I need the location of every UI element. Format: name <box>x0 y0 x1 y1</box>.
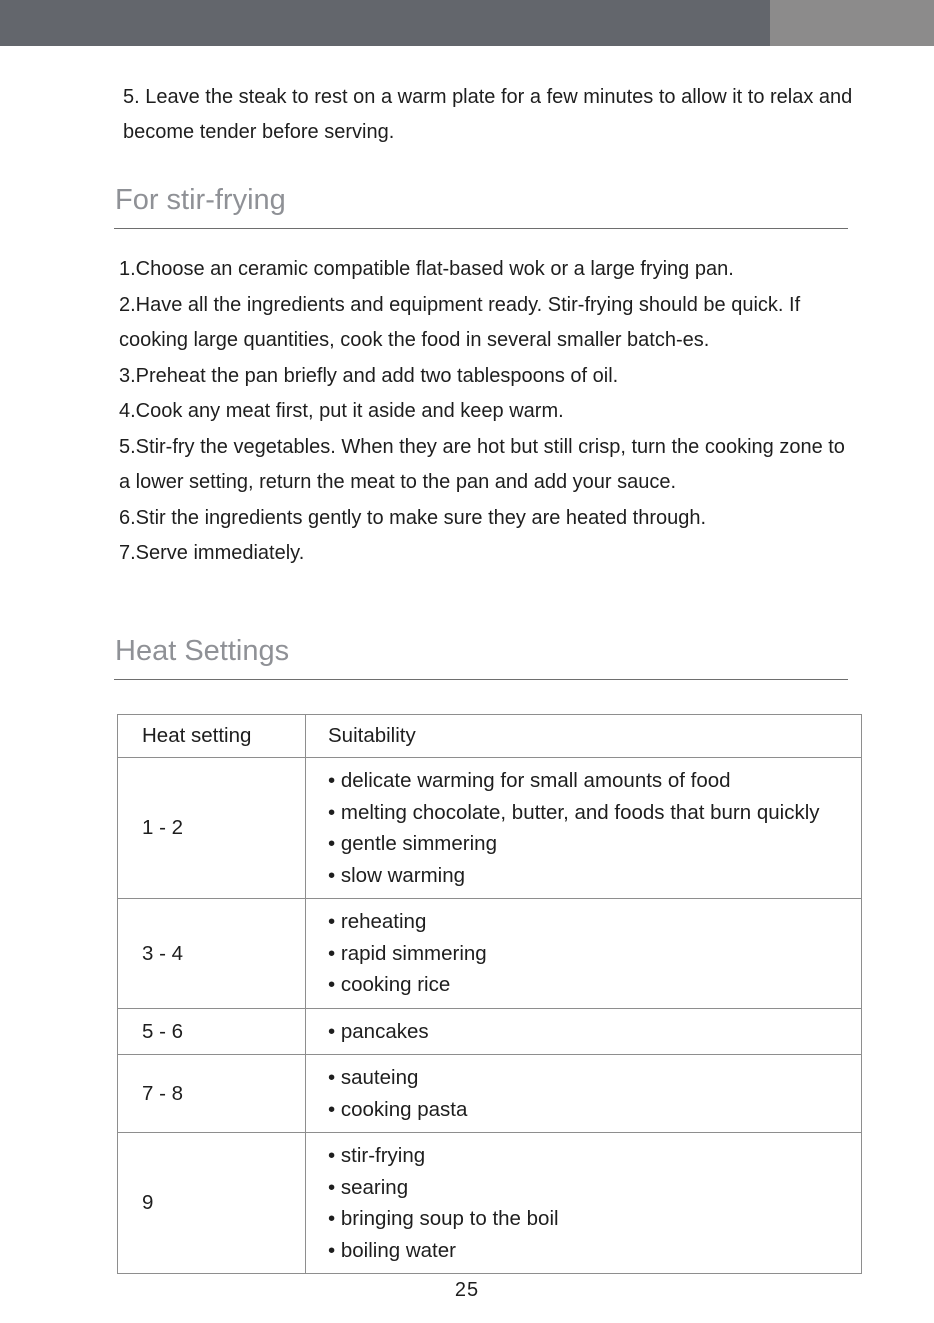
heat-setting-cell: 1 - 2 <box>118 758 306 899</box>
suitability-item: • searing <box>328 1175 409 1199</box>
stir-fry-step: 5.Stir-fry the vegetables. When they are hot but still crisp, turn the cooking zone to a lower setting, return the meat to the pan and add your sauce. <box>119 435 845 493</box>
table-row <box>118 1055 862 1133</box>
stir-fry-step: 2.Have all the ingredients and equipment ready. Stir-frying should be quick. If cooking large quantities, cook the food in several smaller batch-es. <box>119 293 801 351</box>
suitability-item: • reheating <box>328 910 427 933</box>
header-bar <box>0 0 934 46</box>
suitability-item: • delicate warming for small amounts of food <box>328 769 731 792</box>
suitability-item: • bringing soup to the boil <box>328 1207 559 1230</box>
suitability-cell <box>306 1055 862 1133</box>
table-row <box>118 1133 862 1274</box>
heat-setting-cell: 7 - 8 <box>118 1055 306 1133</box>
stir-fry-step: 7.Serve immediately. <box>119 542 305 564</box>
page-number: 25 <box>454 1279 480 1301</box>
stir-fry-step: 4.Cook any meat first, put it aside and keep warm. <box>119 400 564 422</box>
heat-settings-table <box>117 714 862 1274</box>
header-bar-dark-segment <box>0 0 770 46</box>
suitability-item: • melting chocolate, butter, and foods that burn quickly <box>328 800 820 824</box>
suitability-item: • slow warming <box>328 863 466 887</box>
stir-fry-divider <box>114 228 848 229</box>
stir-fry-title: For stir-frying <box>115 184 286 216</box>
header-bar-light-segment <box>770 0 934 46</box>
suitability-item: • rapid simmering <box>328 941 487 965</box>
suitability-item: • pancakes <box>328 1019 429 1043</box>
heat-setting-cell: 3 - 4 <box>118 899 306 1009</box>
stir-fry-step: 6.Stir the ingredients gently to make sure they are heated through. <box>119 506 707 529</box>
suitability-item: • boiling water <box>328 1238 456 1262</box>
column-header-heat-setting: Heat setting <box>118 715 306 758</box>
suitability-cell <box>306 758 862 899</box>
stir-fry-step: 1.Choose an ceramic compatible flat-based wok or a large frying pan. <box>119 258 734 280</box>
suitability-item: • cooking rice <box>328 973 451 996</box>
heat-setting-cell: 5 - 6 <box>118 1008 306 1055</box>
table-header-row <box>118 715 862 758</box>
heat-settings-title: Heat Settings <box>115 635 290 667</box>
suitability-item: • cooking pasta <box>328 1097 468 1121</box>
suitability-item: • stir-frying <box>328 1144 426 1167</box>
suitability-item: • gentle simmering <box>328 832 497 855</box>
suitability-item: • sauteing <box>328 1066 419 1089</box>
suitability-cell <box>306 1008 862 1055</box>
suitability-cell <box>306 1133 862 1274</box>
heat-setting-cell: 9 <box>118 1133 306 1274</box>
table-row <box>118 758 862 899</box>
column-header-suitability: Suitability <box>306 715 862 758</box>
intro-paragraph: 5. Leave the steak to rest on a warm plate for a few minutes to allow it to relax and become tender before serving. <box>123 86 853 143</box>
suitability-cell <box>306 899 862 1009</box>
table-row <box>118 899 862 1009</box>
heat-settings-divider <box>114 679 848 680</box>
stir-fry-step: 3.Preheat the pan briefly and add two tablespoons of oil. <box>119 364 619 387</box>
table-row <box>118 1008 862 1055</box>
stir-fry-steps <box>119 252 854 572</box>
